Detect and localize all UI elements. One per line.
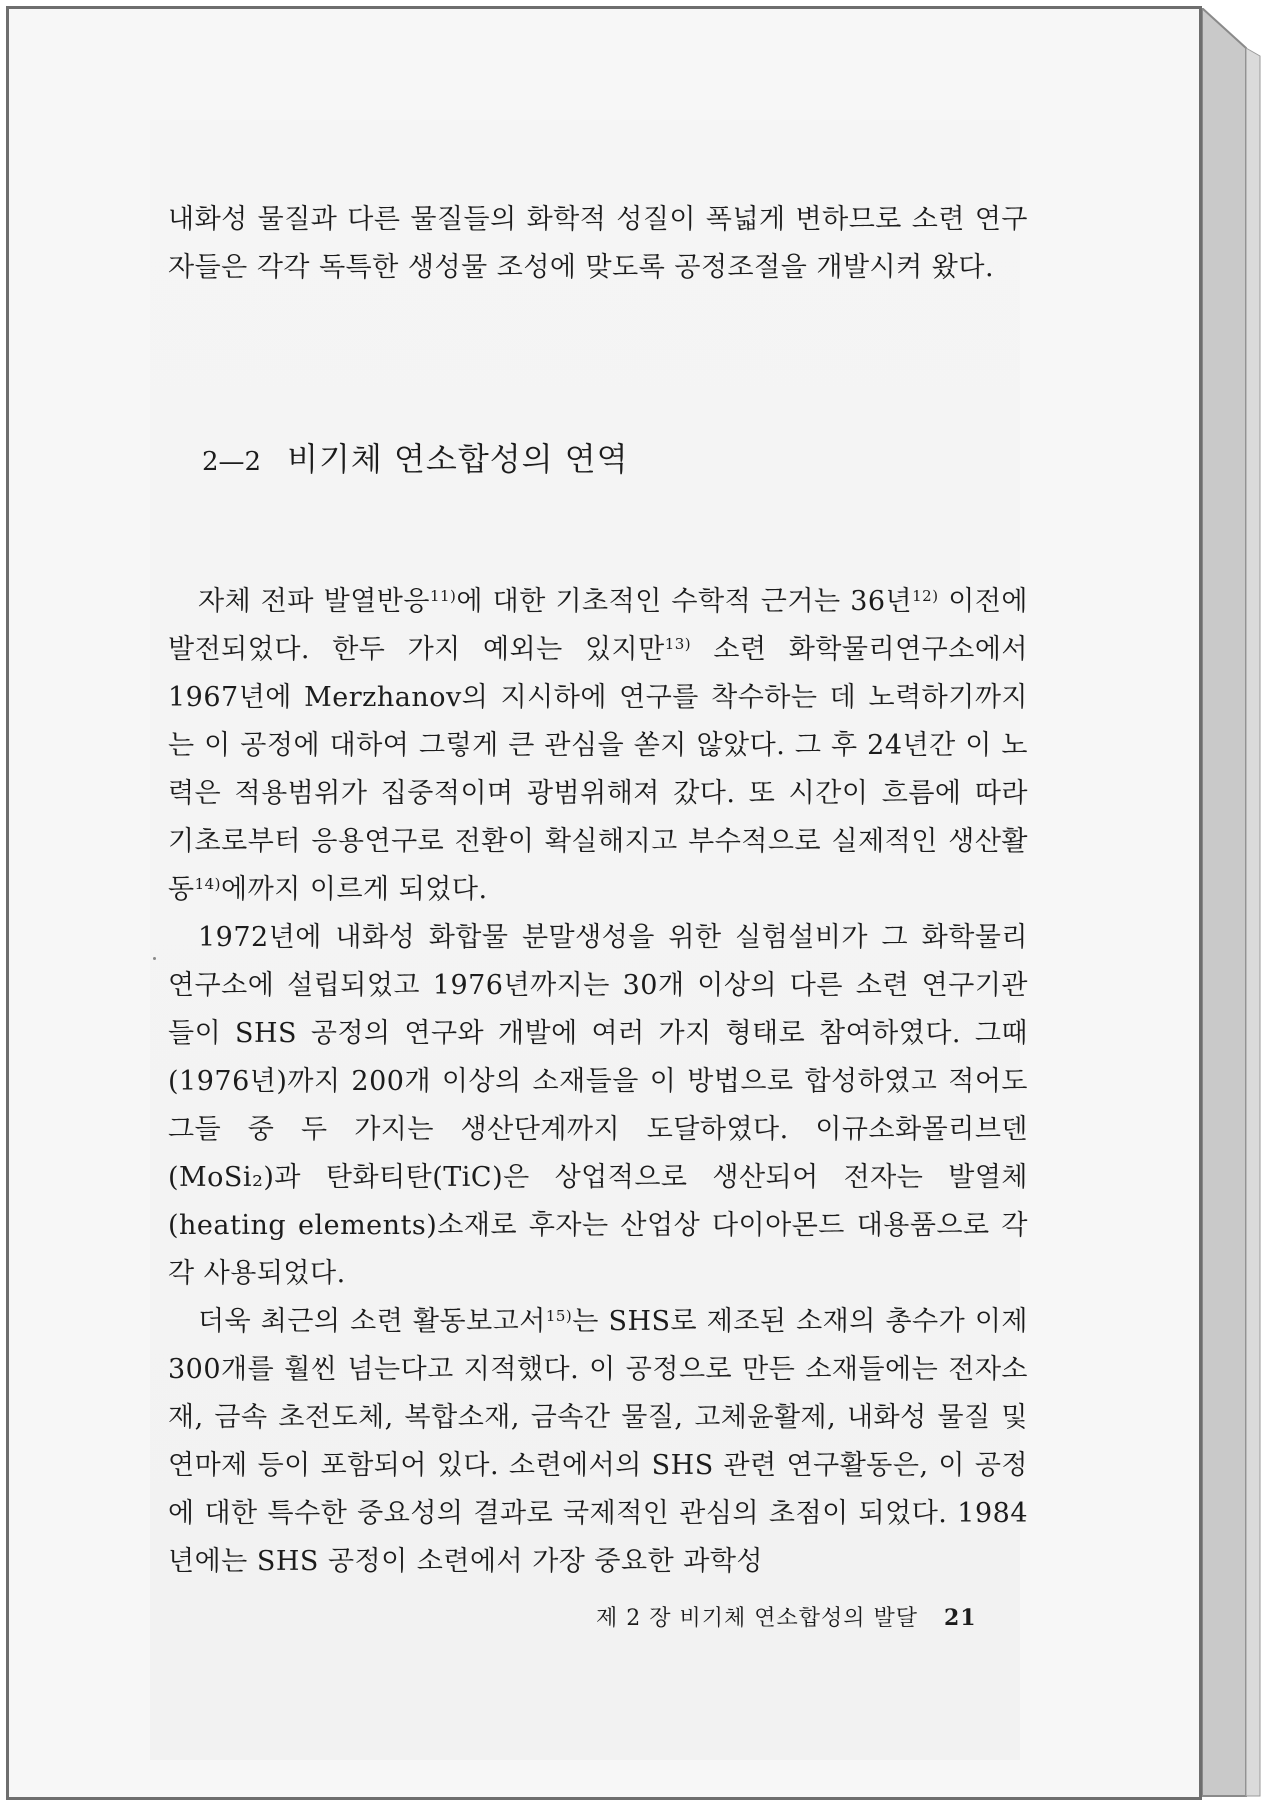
reference-mark: 12)	[912, 587, 939, 605]
paragraph-text: 는 SHS로 제조된 소재의 총수가 이제 300개를 훨씬 넘는다고 지적했다. 이 공정으로 만든 소재들에는 전자소재, 금속 초전도체, 복합소재, 금속간 물질, 고체윤활제, 내화성 물질 및 연마제 등이 포함되어 있다. 소련에서의 SHS 관련 연구활동은, 이 공정에 대한 특수한 중요성의 결과로 국제적인 관심의 초점이 되었다. 1984년에는 SHS 공정이 소련에서 가장 중요한 과학성	[168, 1306, 1028, 1577]
reference-mark: 15)	[545, 1307, 573, 1325]
paragraph-text: 소련 화학물리연구소에서 1967년에 Merzhanov의 지시하에 연구를 착수하는 데 노력하기까지는 이 공정에 대하여 그렇게 큰 관심을 쏟지 않았다. 그 후 24년간 이 노력은 적용범위가 집중적이며 광범위해져 갔다. 또 시간이 흐름에 따라 기초로부터 응용연구로 전환이 확실해지고 부수적으로 실제적인 생산활동	[168, 634, 1028, 905]
paragraph-text: 1972년에 내화성 화합물 분말생성을 위한 실험설비가 그 화학물리 연구소에 설립되었고 1976년까지는 30개 이상의 다른 소련 연구기관들이 SHS 공정의 연구와 개발에 여러 가지 형태로 참여하였다. 그때 (1976년)까지 200개 이상의 소재들을 이 방법으로 합성하였고 적어도 그들 중 두 가지는 생산단계까지 도달하였다. 이규소화몰리브덴 (MoSi₂)과 탄화티탄(TiC)은 상업적으로 생산되어 전자는 발열체 (heating elements)소재로 후자는 산업상 다이아몬드 대용품으로 각각 사용되었다.	[168, 922, 1028, 1289]
reference-mark: 11)	[429, 587, 457, 605]
paragraph-text: 에 대한 기초적인 수학적 근거는 36년	[456, 586, 913, 617]
reference-mark: 14)	[194, 875, 222, 893]
paragraph-3	[168, 1298, 1028, 1586]
page-footer	[596, 1601, 977, 1632]
running-footer-chapter: 제 2 장 비기체 연소합성의 발달	[596, 1606, 918, 1631]
paragraph-2	[168, 914, 1028, 1298]
scan-speck	[153, 957, 156, 960]
section-body	[168, 578, 1028, 1586]
paragraph-text: 자체 전파 발열반응	[198, 586, 430, 617]
paragraph-text: 더욱 최근의 소련 활동보고서	[198, 1306, 546, 1337]
intro-paragraph: 내화성 물질과 다른 물질들의 화학적 성질이 폭넓게 변하므로 소련 연구자들은 각각 독특한 생성물 조성에 맞도록 공정조절을 개발시켜 왔다.	[168, 204, 1028, 283]
paragraph-text: 이전에 발전되었다. 한두 가지 예외는 있지만	[168, 586, 1028, 665]
section-number: 2—2	[202, 447, 262, 477]
reference-mark: 13)	[664, 635, 692, 653]
section-heading	[202, 434, 629, 480]
paragraph-text: 에까지 이르게 되었다.	[221, 874, 488, 905]
paragraph-1	[168, 578, 1028, 914]
section-title: 비기체 연소합성의 연역	[287, 440, 629, 478]
page-number: 21	[944, 1605, 977, 1631]
